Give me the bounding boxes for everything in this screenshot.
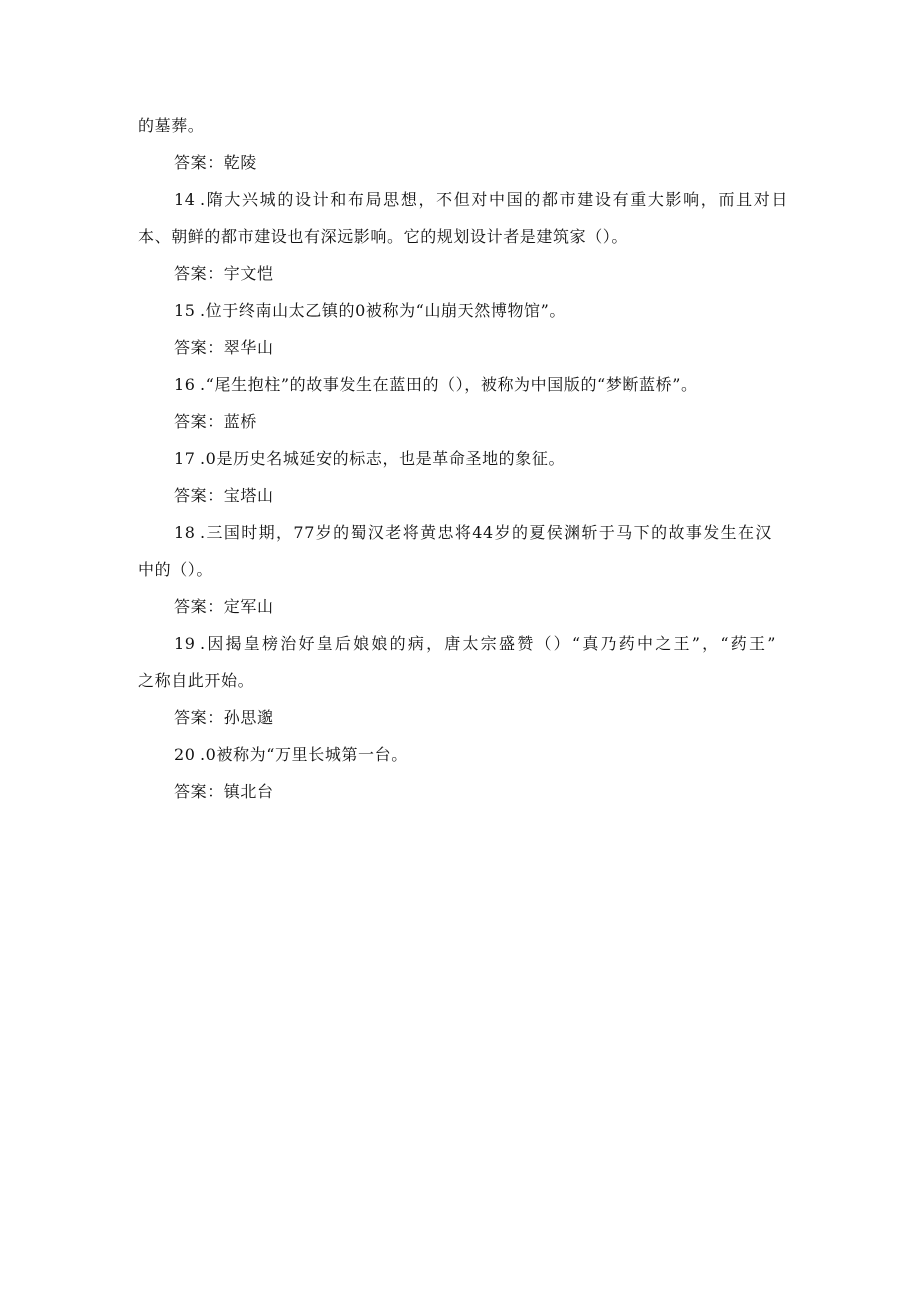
continuation-text: 之称自此开始。 [138,671,255,690]
continuation-text: 中的（）。 [138,560,214,579]
answer-line [174,486,824,506]
question-line [174,190,788,210]
question-text: .位于终南山太乙镇的0被称为“山崩天然博物馆”。 [200,301,567,320]
answer-line [174,708,824,728]
answer-line [174,153,824,173]
question-line [174,301,824,321]
continuation-text: 的墓葬。 [138,116,205,135]
answer-line [174,338,824,358]
question-line [174,745,824,765]
answer-line [174,597,824,617]
question-number: 20 [174,745,196,764]
answer-text: 答案：孙思邈 [174,708,274,727]
text-line [138,671,788,691]
question-line [174,449,824,469]
answer-line [174,264,824,284]
text-line [138,560,788,580]
answer-text: 答案：蓝桥 [174,412,258,431]
text-line [138,227,788,247]
text-line [138,116,788,136]
question-number: 14 [174,190,196,209]
question-line [174,375,824,395]
question-text: .0被称为“万里长城第一台。 [200,745,408,764]
answer-line [174,412,824,432]
answer-text: 答案：镇北台 [174,782,274,801]
question-line [174,523,772,543]
question-number: 16 [174,375,196,394]
continuation-text: 本、朝鲜的都市建设也有深远影响。它的规划设计者是建筑家（）。 [138,227,629,246]
question-number: 19 [174,634,196,653]
question-number: 17 [174,449,196,468]
answer-line [174,782,824,802]
answer-text: 答案：宇文恺 [174,264,274,283]
question-line [174,634,776,654]
answer-text: 答案：定军山 [174,597,274,616]
question-text: .“尾生抱柱”的故事发生在蓝田的（），被称为中国版的“梦断蓝桥”。 [200,375,698,394]
question-number: 15 [174,301,196,320]
answer-text: 答案：宝塔山 [174,486,274,505]
question-text: .因揭皇榜治好皇后娘娘的病，唐太宗盛赞（）“真乃药中之王”，“药王” [200,634,776,653]
answer-text: 答案：翠华山 [174,338,274,357]
question-number: 18 [174,523,196,542]
question-text: .三国时期，77岁的蜀汉老将黄忠将44岁的夏侯渊斩于马下的故事发生在汉 [200,523,772,542]
answer-text: 答案：乾陵 [174,153,258,172]
question-text: .隋大兴城的设计和布局思想，不但对中国的都市建设有重大影响，而且对日 [200,190,788,209]
question-text: .0是历史名城延安的标志，也是革命圣地的象征。 [200,449,566,468]
